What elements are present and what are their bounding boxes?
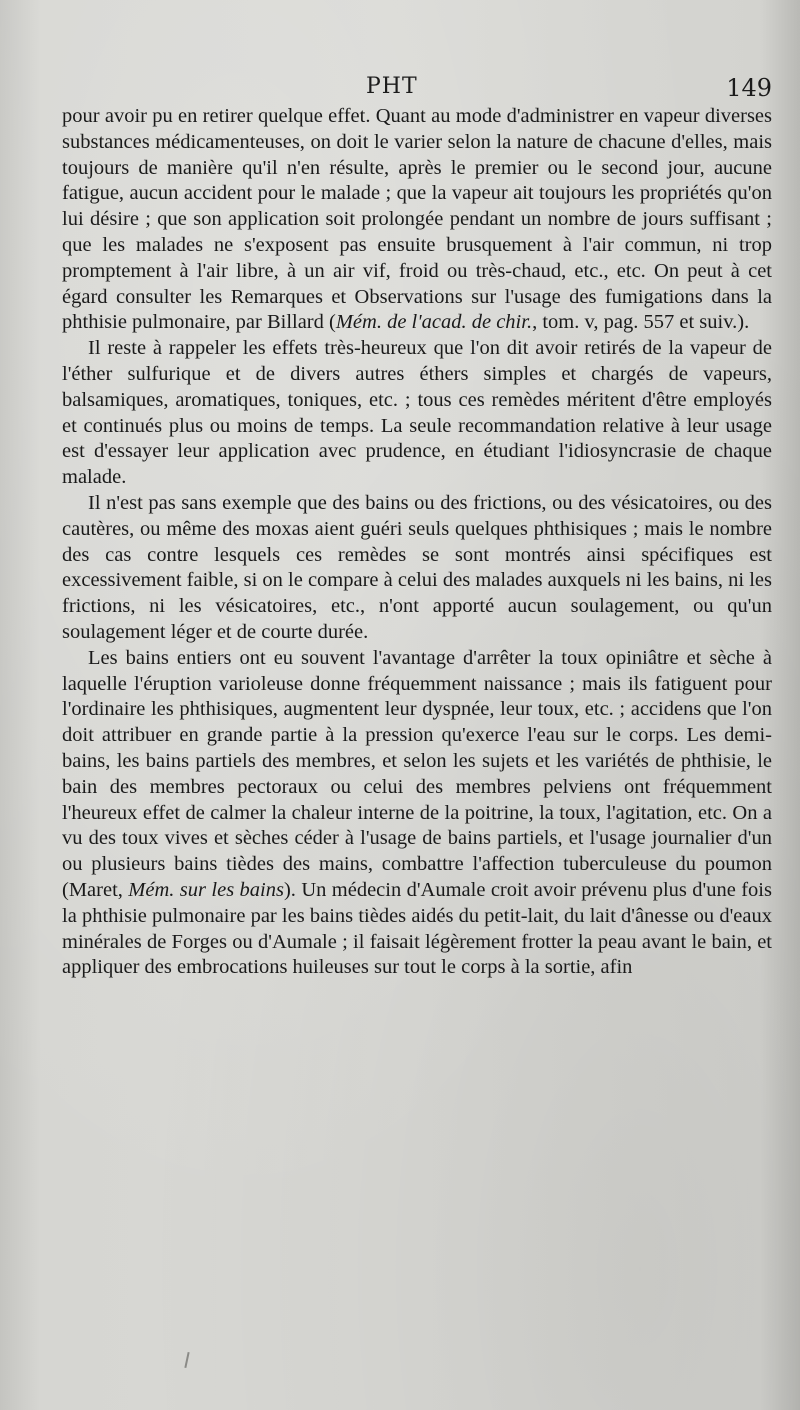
paragraph-2-text: Il reste à rappeler les effets très-heureux que l'on dit avoir retirés de la vapeur de l'éther sulfurique et de divers autres éthers simples et chargés de vapeurs, balsamiques, aromatiques, toniques, etc. ; tous ces remèdes méritent d'être employés et continués plus ou moins de temps. La seule recommandation relative à leur usage est d'essayer leur application avec prudence, en étudiant l'idiosyncrasie de chaque malade. xyxy=(62,337,772,489)
paragraph-3-text: Il n'est pas sans exemple que des bains ou des frictions, ou des vésicatoires, ou des cautères, ou même des moxas aient guéri seuls quelques phthisiques ; mais le nombre des cas contre lesquels ces remèdes se sont montrés ainsi spécifiques est excessivement faible, si on le compare à celui des malades auxquels ni les bains, ni les frictions, ni les vésicatoires, etc., n'ont apporté aucun soulagement, ou qu'un soulagement léger et de courte durée. xyxy=(62,491,772,643)
pencil-mark xyxy=(184,1352,189,1368)
paragraph-2 xyxy=(62,336,772,491)
paragraph-4 xyxy=(62,646,772,981)
page-number: 149 xyxy=(726,74,772,102)
citation-maret: Mém. sur les bains xyxy=(128,878,284,901)
paragraph-4-text-after: ). Un médecin d'Aumale croit avoir prévenu plus d'une fois la phthisie pulmonaire par les bains tièdes aidés du petit-lait, du lait d'ânesse ou d'eaux minérales de Forges ou d'Aumale ; il faisait légèrement frotter la peau avant le bain, et appliquer des embrocations huileuses sur tout le corps à la sortie, afin xyxy=(62,878,772,979)
paragraph-4-text: Les bains entiers ont eu souvent l'avantage d'arrêter la toux opiniâtre et sèche à laquelle l'éruption varioleuse donne fréquemment naissance ; mais ils fatiguent pour l'ordinaire les phthisiques, augmentent leur dyspnée, leur toux, etc. ; accidens que l'on doit attribuer en grande partie à la pression qu'exerce l'eau sur le corps. Les demi-bains, les bains partiels des membres, et selon les sujets et les variétés de phthisie, le bain des membres pectoraux ou celui des membres pelviens ont fréquemment l'heureux effet de calmer la chaleur interne de la poitrine, la toux, l'agitation, etc. On a vu des toux vives et sèches céder à l'usage de bains partiels, et l'usage journalier d'un ou plusieurs bains tièdes des mains, combattre l'affection tuberculeuse du poumon (Maret, xyxy=(62,646,772,901)
paragraph-1-text-after: , tom. v, pag. 557 et suiv.). xyxy=(532,311,750,334)
paragraph-1-text: pour avoir pu en retirer quelque effet. Quant au mode d'administrer en vapeur diverses substances médicamenteuses, on doit le varier selon la nature de chacune d'elles, mais toujours de manière qu'il n'en résulte, après le premier ou le second jour, aucune fatigue, aucun accident pour le malade ; que la vapeur ait toujours les propriétés qu'on lui désire ; que son application soit prolongée pendant un nombre de jours suffisant ; que les malades ne s'exposent pas ensuite brusquement à l'air commun, ni trop promptement à l'air libre, à un air vif, froid ou très-chaud, etc., etc. On peut à cet égard consulter les Remarques et Observations sur l'usage des fumigations dans la phthisie pulmonaire, par Billard ( xyxy=(62,105,772,334)
paragraph-3 xyxy=(62,491,772,646)
running-head-title: PHT xyxy=(366,74,418,99)
paragraph-1 xyxy=(62,104,772,336)
running-head xyxy=(60,74,772,108)
body-text xyxy=(62,104,772,981)
citation-billard: Mém. de l'acad. de chir. xyxy=(335,311,533,334)
